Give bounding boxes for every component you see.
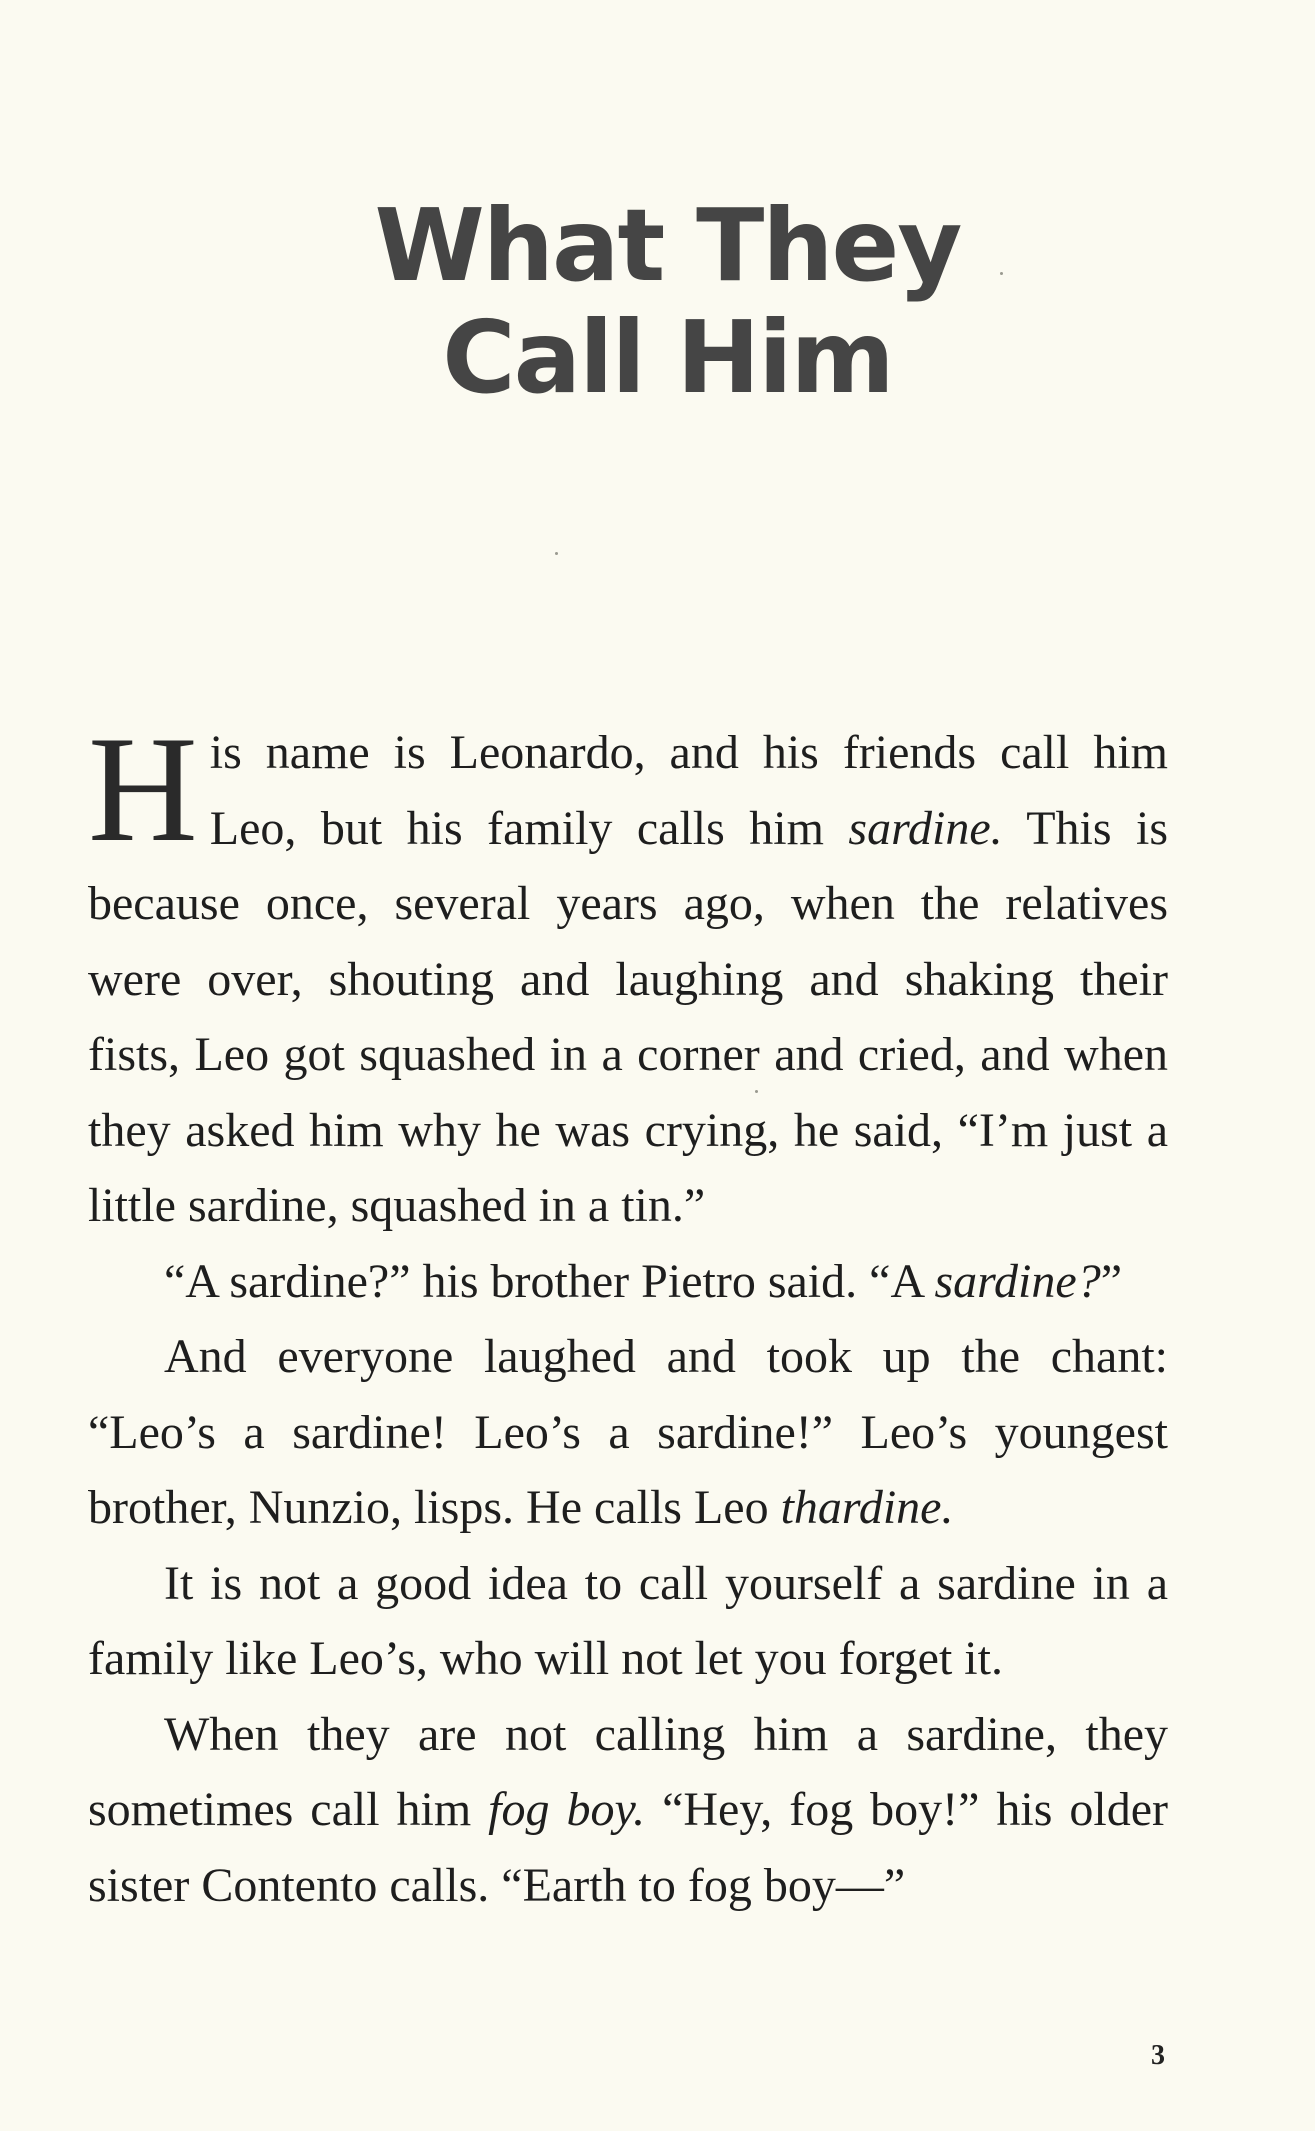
paper-speck — [755, 1090, 758, 1093]
paragraph-3 — [88, 1319, 1168, 1546]
paragraph-2 — [88, 1244, 1168, 1320]
paragraph-5-text-b: “Hey, fog boy!” his older sister Contento calls. “Earth to fog boy—” — [88, 1783, 1169, 1912]
paragraph-1 — [88, 705, 1169, 1244]
chapter-title-line-1: What They — [374, 187, 961, 304]
paragraph-5 — [88, 1697, 1168, 1924]
paragraph-2-text-a: “A sardine?” his brother Pietro said. “A — [164, 1254, 935, 1308]
chapter-title — [0, 187, 1315, 416]
paragraph-2-italic: sardine? — [934, 1254, 1101, 1308]
paper-speck — [1000, 272, 1003, 275]
paragraph-3-italic: thardine. — [780, 1481, 954, 1534]
paragraph-4 — [88, 1546, 1168, 1697]
drop-cap: H — [88, 705, 198, 873]
paragraph-1-text-b: This is because once, several years ago, when the relatives were over, shouting and laughing and shaking their fists, Leo got squashed in a corner and cried, and when they asked him why he was crying, he said, “I’m just a little sardine, squashed in a tin.” — [88, 801, 1169, 1232]
paragraph-5-italic: fog boy. — [488, 1783, 646, 1836]
paragraph-5-text-a: When they are not calling him a sardine, they sometimes call him — [88, 1707, 1168, 1836]
paragraph-1-italic: sardine. — [848, 801, 1003, 855]
chapter-body — [88, 705, 1169, 1923]
paragraph-4-text-a: It is not a good idea to call yourself a sardine in a family like Leo’s, who will not let you forget it. — [88, 1556, 1168, 1685]
paragraph-3-text-a: And everyone laughed and took up the chant: “Leo’s a sardine! Leo’s a sardine!” Leo’s youngest brother, Nunzio, lisps. He calls Leo — [88, 1330, 1168, 1534]
paper-speck — [555, 552, 558, 555]
paragraph-1-text-a: is name is Leonardo, and his friends call him Leo, but his family calls him — [209, 726, 1168, 855]
paragraph-2-text-b: ” — [1100, 1254, 1122, 1308]
page-number: 3 — [1151, 2040, 1165, 2071]
chapter-title-line-2: Call Him — [442, 299, 893, 416]
